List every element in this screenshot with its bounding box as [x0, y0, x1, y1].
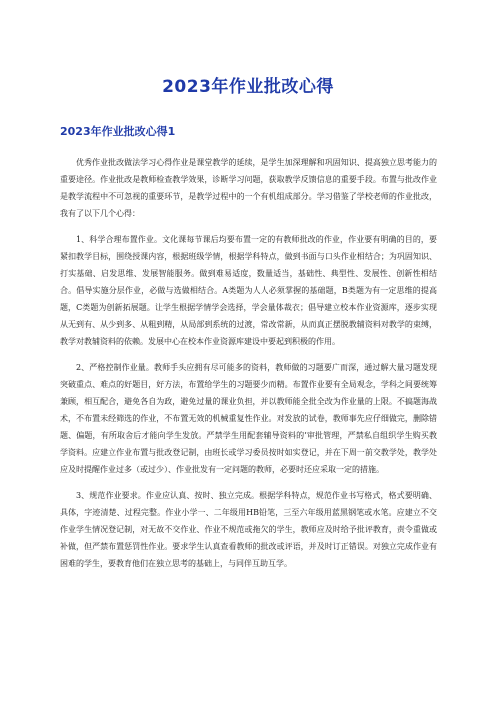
paragraph-intro: 优秀作业批改做法学习心得作业是课堂教学的延续，是学生加深理解和巩固知识、提高独立思考能力的重要途径。作业批改是教师检查教学效果，诊断学习问题，获取教学反馈信息的重要手段。布置与批改作业是教学流程中不可忽视的重要环节，是教学过程中的一个有机组成部分。学习借鉴了学校老师的作业批改，我有了以下几个心得：	[60, 158, 437, 218]
paragraph-2: 2、严格控制作业量。教师手头应拥有尽可能多的资料，教师做的习题要广而深，通过解大量习题发现突破重点、难点的好题目，好方法，布置给学生的习题要少而精。布置作业要有全局观念，学科之间要统筹兼顾，相互配合，避免各自为政，避免过量的课业负担，并以教师能全批全改为作业量的上限。不搞题海战术，不布置未经筛选的作业，不布置无效的机械重复性作业。对发放的试卷，教师事先应仔细做完，删除错题、偏题，有所取舍后才能向学生发放。严禁学生用配套辅导资料的’审批管理，严禁私自组织学生购买教学资料。应建立作业布置与批改登记制，由班长或学习委员按时如实登记，并在下周一前交教学处，教学处应及时提醒作业过多（或过少）、作业批发有一定问题的教师，必要时还应采取一定的措施。	[60, 363, 437, 474]
paragraph-1: 1、科学合理布置作业。文化课每节课后均要布置一定的有教师批改的作业，作业要有明确的目的，要紧扣教学目标，围绕授课内容，根据班级学情，根据学科特点，做到书面与口头作业相结合；为巩固知识、打实基础、启发思维、发展智能服务。做到难易适度，数量适当，基础性、典型性、发展性、创新性相结合。倡导实施分层作业，必做与选做相结合。A类题为人人必须掌握的基础题，B类题为有一定思维的提高题，C类题为创新拓展题。让学生根据学情学会选择，学会量体裁衣；倡导建立校本作业资源库，逐步实现从无到有、从少到多、从粗到精，从局部到系统的过渡，常改常新，从而真正摆脱教辅资料对教学的束缚，教学对教辅资料的依赖。发展中心在校本作业资源库建设中要起到积极的作用。	[60, 235, 437, 346]
document-title: 2023年作业批改心得	[162, 77, 334, 97]
paragraph-3: 3、规范作业要求。作业应认真、按时、独立完成。根据学科特点，规范作业书写格式，格式要明确、具体，字迹清楚、过程完整。作业小学一、二年级用HB铅笔，三至六年级用蓝黑钢笔或水笔。应建立不交作业学生情况登记制，对无故不交作业、作业不规范或拖欠的学生，教师应及时给予批评教育，责令重做或补做，但严禁布置惩罚性作业。要求学生认真查看教师的批改或评语，并及时订正错误。对独立完成作业有困难的学生，要教育他们在独立思考的基础上，与同伴互助互学。	[60, 491, 437, 568]
section-heading: 2023年作业批改心得1	[60, 125, 176, 138]
body-text	[60, 154, 437, 581]
